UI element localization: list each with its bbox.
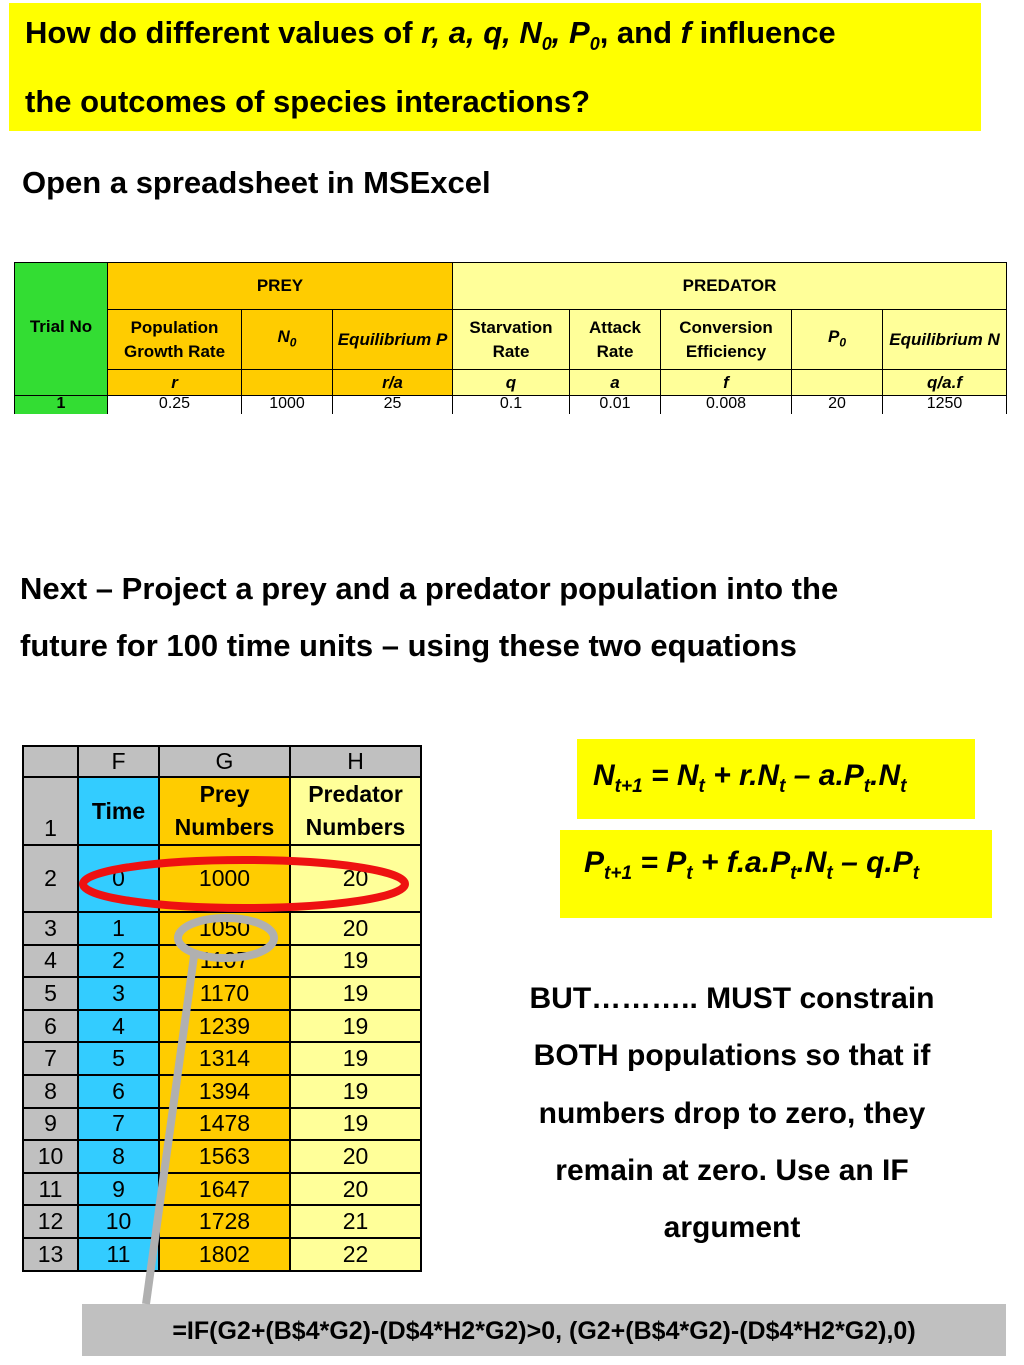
table-row xyxy=(23,1140,421,1173)
time-cell: 9 xyxy=(78,1173,159,1206)
table-row xyxy=(23,1205,421,1238)
table-row xyxy=(23,1010,421,1043)
column-letter: G xyxy=(159,746,290,777)
prey-cell: 1000 xyxy=(159,845,290,912)
prey-cell: 1107 xyxy=(159,945,290,978)
predator-cell: 20 xyxy=(290,1140,421,1173)
time-cell: 11 xyxy=(78,1238,159,1271)
prey-cell: 1478 xyxy=(159,1108,290,1141)
symbol-cell: q/a.f xyxy=(883,370,1007,396)
row-number: 13 xyxy=(23,1238,78,1271)
table-row xyxy=(23,977,421,1010)
time-cell: 6 xyxy=(78,1075,159,1108)
prey-equation: $N_{t+1} = N_t + r.N_t - a.P_t.N_t$ xyxy=(577,739,975,819)
time-cell: 3 xyxy=(78,977,159,1010)
row-number: 6 xyxy=(23,1010,78,1043)
table-cell: 0.008 xyxy=(661,396,792,414)
table-cell: 0.01 xyxy=(570,396,661,414)
starvation-rate-header: Starvation Rate xyxy=(453,310,570,370)
column-letter: F xyxy=(78,746,159,777)
predator-equation: $P_{t+1} = P_t + f.a.P_t.N_t - q.P_t$ xyxy=(560,830,992,918)
time-cell: 7 xyxy=(78,1108,159,1141)
trial-no-header: Trial No xyxy=(15,263,108,396)
corner-cell xyxy=(23,746,78,777)
predator-cell: 19 xyxy=(290,1075,421,1108)
growth-rate-header: Population Growth Rate xyxy=(108,310,242,370)
row-number: 1 xyxy=(23,777,78,845)
table-cell: 1000 xyxy=(242,396,333,414)
predator-cell: 19 xyxy=(290,1042,421,1075)
prey-numbers-header: Prey Numbers xyxy=(159,777,290,845)
table-cell: 1250 xyxy=(883,396,1007,414)
table-cell: 1 xyxy=(15,396,108,414)
predator-cell: 19 xyxy=(290,1108,421,1141)
p0-header: $P_0$ xyxy=(792,310,883,370)
column-letter: H xyxy=(290,746,421,777)
time-cell: 2 xyxy=(78,945,159,978)
predator-cell: 20 xyxy=(290,912,421,945)
constraint-note: BUT……….. MUST constrain BOTH populations so that if numbers drop to zero, they remain at zero. Use an IF argument xyxy=(529,982,935,1245)
time-cell: 0 xyxy=(78,845,159,912)
prey-cell: 1394 xyxy=(159,1075,290,1108)
prey-cell: 1170 xyxy=(159,977,290,1010)
next-text-line-1: Next – Project a prey and a predator population into the xyxy=(20,571,839,606)
prey-cell: 1728 xyxy=(159,1205,290,1238)
prey-cell: 1239 xyxy=(159,1010,290,1043)
symbol-cell: q xyxy=(453,370,570,396)
table-row xyxy=(23,1075,421,1108)
spreadsheet-table xyxy=(22,745,422,1272)
row-number: 9 xyxy=(23,1108,78,1141)
predator-cell: 20 xyxy=(290,1173,421,1206)
time-header: Time xyxy=(78,777,159,845)
time-cell: 1 xyxy=(78,912,159,945)
row-number: 10 xyxy=(23,1140,78,1173)
table-row xyxy=(23,845,421,912)
row-number: 2 xyxy=(23,845,78,912)
next-text-line-2: future for 100 time units – using these two equations xyxy=(20,628,797,663)
table-row xyxy=(23,945,421,978)
attack-rate-header: Attack Rate xyxy=(570,310,661,370)
header-row xyxy=(23,777,421,845)
prey-header: PREY xyxy=(108,263,453,310)
open-spreadsheet-text: Open a spreadsheet in MSExcel xyxy=(22,165,491,200)
row-number: 7 xyxy=(23,1042,78,1075)
table-row xyxy=(23,1173,421,1206)
predator-cell: 19 xyxy=(290,1010,421,1043)
title-box xyxy=(9,3,981,131)
row-number: 11 xyxy=(23,1173,78,1206)
table-row xyxy=(23,1108,421,1141)
symbol-cell: r/a xyxy=(333,370,453,396)
prey-cell: 1050 xyxy=(159,912,290,945)
table-row xyxy=(15,396,1007,414)
predator-numbers-header: Predator Numbers xyxy=(290,777,421,845)
prey-cell: 1314 xyxy=(159,1042,290,1075)
table-cell: 20 xyxy=(792,396,883,414)
predator-cell: 22 xyxy=(290,1238,421,1271)
table-cell: 25 xyxy=(333,396,453,414)
prey-cell: 1647 xyxy=(159,1173,290,1206)
parameter-table xyxy=(14,262,1007,414)
predator-cell: 19 xyxy=(290,977,421,1010)
equilibrium-p-header: Equilibrium P xyxy=(333,310,453,370)
table-row xyxy=(23,1042,421,1075)
symbol-cell xyxy=(792,370,883,396)
time-cell: 5 xyxy=(78,1042,159,1075)
row-number: 5 xyxy=(23,977,78,1010)
predator-cell: 21 xyxy=(290,1205,421,1238)
row-number: 3 xyxy=(23,912,78,945)
if-formula: =IF(G2+(B$4*G2)-(D$4*H2*G2)>0, (G2+(B$4*G2)-(D$4*H2*G2),0) xyxy=(82,1304,1006,1356)
table-row xyxy=(23,912,421,945)
title-line-1: How do different values of r, a, q, $N_0$, $P_0$, and f influence xyxy=(25,15,836,55)
conversion-efficiency-header: Conversion Efficiency xyxy=(661,310,792,370)
n0-header: $N_0$ xyxy=(242,310,333,370)
table-cell: 0.1 xyxy=(453,396,570,414)
predator-cell: 20 xyxy=(290,845,421,912)
symbol-cell: r xyxy=(108,370,242,396)
equilibrium-n-header: Equilibrium N xyxy=(883,310,1007,370)
table-row xyxy=(23,1238,421,1271)
time-cell: 8 xyxy=(78,1140,159,1173)
row-number: 4 xyxy=(23,945,78,978)
time-cell: 10 xyxy=(78,1205,159,1238)
table-cell: 0.25 xyxy=(108,396,242,414)
symbol-cell xyxy=(242,370,333,396)
row-number: 8 xyxy=(23,1075,78,1108)
symbol-cell: f xyxy=(661,370,792,396)
title-line-2: the outcomes of species interactions? xyxy=(25,84,591,119)
symbol-cell: a xyxy=(570,370,661,396)
prey-cell: 1563 xyxy=(159,1140,290,1173)
time-cell: 4 xyxy=(78,1010,159,1043)
column-letter-row xyxy=(23,746,421,777)
row-number: 12 xyxy=(23,1205,78,1238)
predator-header: PREDATOR xyxy=(453,263,1007,310)
prey-cell: 1802 xyxy=(159,1238,290,1271)
predator-cell: 19 xyxy=(290,945,421,978)
